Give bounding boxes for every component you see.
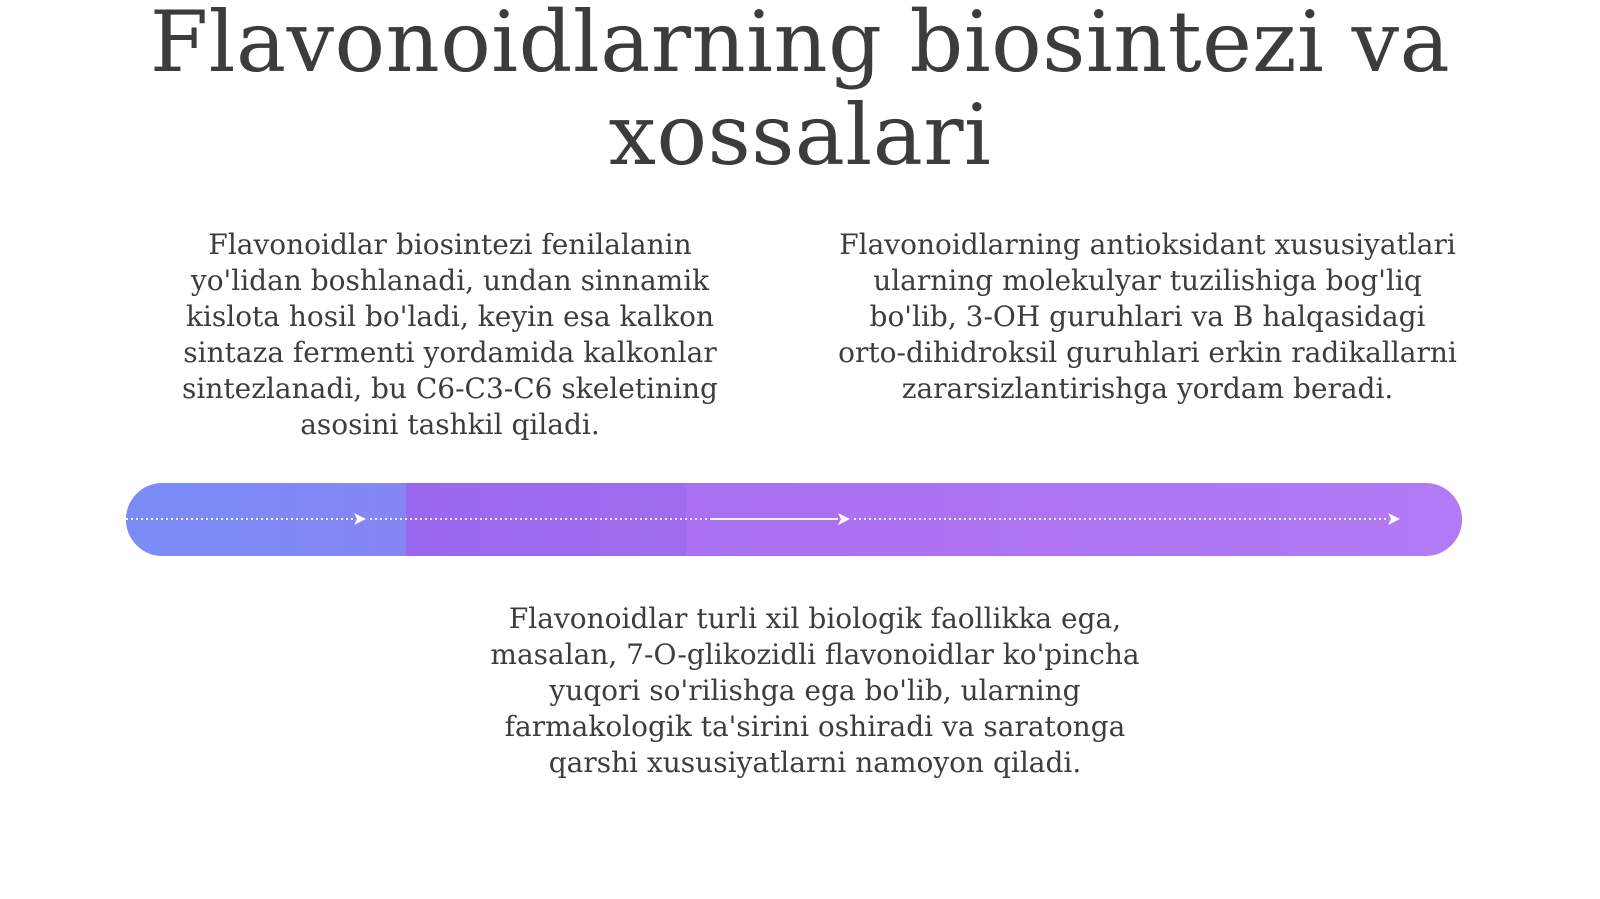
text-block-biological-activity: Flavonoidlar turli xil biologik faollikka ega, masalan, 7-O-glikozidli flavonoidlar ko'pincha yuqori so'rilishga ega bo'lib, ularning farmakologik ta'sirini oshiradi va saratonga qarshi xususiyatlarni namoyon qiladi. (490, 602, 1140, 779)
timeline-bar (126, 483, 1462, 556)
arrow-right-icon (354, 513, 366, 525)
text-block-biosynthesis: Flavonoidlar biosintezi fenilalanin yo'lidan boshlanadi, undan sinnamik kislota hosil bo'ladi, keyin esa kalkon sintaza fermenti yordamida kalkonlar sintezlanadi, bu C6-C3-C6 skeletining asosini tashkil qiladi. (182, 228, 718, 441)
arrow-right-icon (838, 513, 850, 525)
text-block-antioxidant: Flavonoidlarning antioksidant xususiyatlari ularning molekulyar tuzilishiga bog'liq bo'lib, 3-OH guruhlari va B halqasidagi orto-dihidroksil guruhlari erkin radikallarni zararsizlantirishga yordam beradi. (838, 228, 1457, 405)
arrow-right-icon (1388, 513, 1400, 525)
timeline-connector (126, 483, 1462, 556)
page-title: Flavonoidlarning biosintezi va xossalari (149, 0, 1451, 184)
